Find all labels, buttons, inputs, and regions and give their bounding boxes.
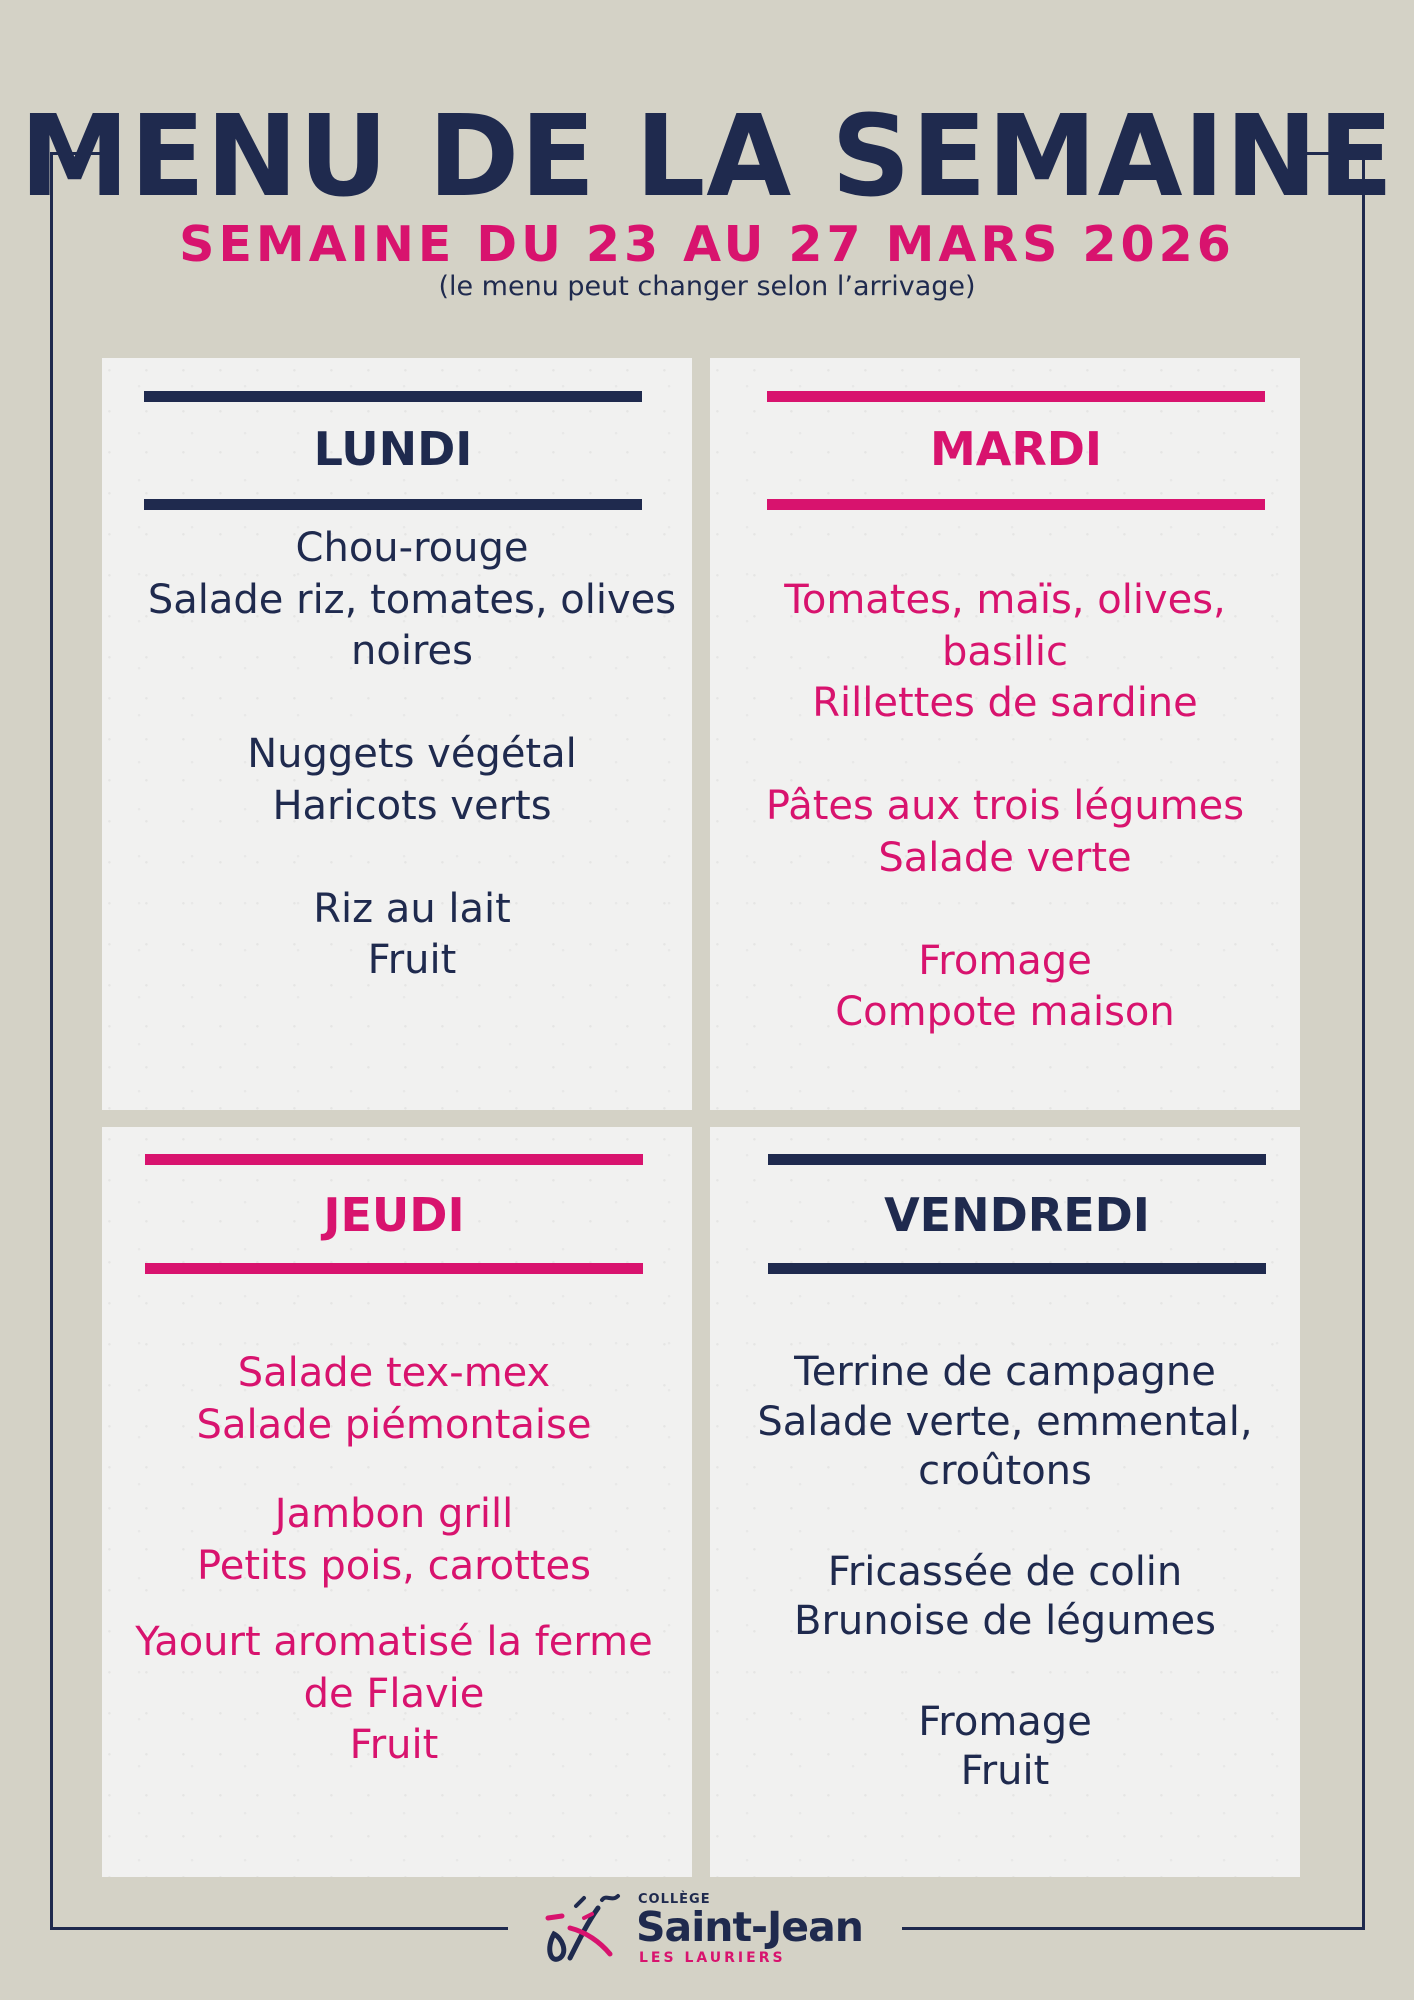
day-menu — [102, 1348, 686, 1772]
menu-note: (le menu peut changer selon l’arrivage) — [438, 271, 976, 302]
day-bar-bottom — [767, 499, 1265, 510]
menu-item: Petits pois, carottes — [197, 1542, 591, 1589]
day-bar-top — [767, 391, 1265, 402]
menu-item: Fricassée de colin — [827, 1548, 1183, 1595]
menu-item: Rillettes de sardine — [812, 680, 1198, 726]
menu-item: Jambon grill — [274, 1491, 514, 1537]
day-bar-top — [768, 1154, 1266, 1165]
logo-college-label: COLLÈGE — [638, 1892, 711, 1907]
menu-item: Salade verte, emmental, — [757, 1398, 1253, 1445]
menu-item: Riz au lait — [313, 885, 511, 932]
menu-item: Terrine de campagne — [794, 1349, 1216, 1395]
day-title: LUNDI — [313, 422, 473, 476]
frame-left — [50, 152, 53, 1930]
day-panel-vendredi — [710, 1127, 1300, 1877]
menu-item: Haricots verts — [272, 782, 552, 829]
menu-item: Fruit — [349, 1722, 439, 1768]
day-bar-top — [144, 391, 642, 402]
menu-item: Fromage — [918, 937, 1092, 984]
menu-item: Tomates, maïs, olives, — [784, 577, 1226, 623]
menu-item: Pâtes aux trois légumes — [765, 783, 1245, 829]
school-logo — [540, 1888, 880, 1968]
menu-item: Salade tex-mex — [237, 1350, 551, 1396]
menu-item: Yaourt aromatisé la ferme — [135, 1619, 653, 1665]
day-menu — [710, 1348, 1300, 1797]
menu-item: Nuggets végétal — [247, 731, 577, 777]
day-menu — [710, 575, 1300, 1039]
logo-mark-icon — [540, 1888, 630, 1968]
day-panel-jeudi — [102, 1127, 692, 1877]
frame-bottom-left — [50, 1927, 508, 1930]
day-bar-bottom — [145, 1263, 643, 1274]
menu-item: Fromage — [918, 1698, 1092, 1745]
day-title: MARDI — [929, 422, 1103, 476]
menu-item: noires — [351, 628, 473, 674]
menu-item: Salade riz, tomates, olives — [147, 576, 677, 623]
frame-bottom-right — [902, 1927, 1365, 1930]
menu-item: basilic — [941, 628, 1069, 675]
menu-item: de Flavie — [303, 1670, 485, 1717]
day-bar-bottom — [768, 1263, 1266, 1274]
day-title: JEUDI — [323, 1188, 465, 1242]
day-bar-bottom — [144, 499, 642, 510]
day-panel-lundi — [102, 358, 692, 1110]
menu-item: Salade verte — [878, 834, 1132, 881]
page-title: MENU DE LA SEMAINE — [19, 92, 1395, 222]
week-subtitle: SEMAINE DU 23 AU 27 MARS 2026 — [179, 216, 1235, 273]
day-title: VENDREDI — [884, 1188, 1150, 1242]
frame-right — [1362, 152, 1365, 1930]
day-menu — [102, 523, 722, 987]
menu-item: Compote maison — [835, 989, 1175, 1035]
menu-item: Brunoise de légumes — [794, 1598, 1216, 1644]
logo-school-name: Saint-Jean — [636, 1903, 863, 1951]
menu-item: Fruit — [960, 1748, 1050, 1794]
menu-item: Fruit — [367, 937, 457, 983]
menu-item: Chou-rouge — [295, 525, 529, 571]
day-panel-mardi — [710, 358, 1300, 1110]
menu-item: croûtons — [918, 1448, 1092, 1494]
logo-subtitle: LES LAURIERS — [639, 1950, 786, 1966]
day-bar-top — [145, 1154, 643, 1165]
menu-item: Salade piémontaise — [196, 1401, 592, 1448]
